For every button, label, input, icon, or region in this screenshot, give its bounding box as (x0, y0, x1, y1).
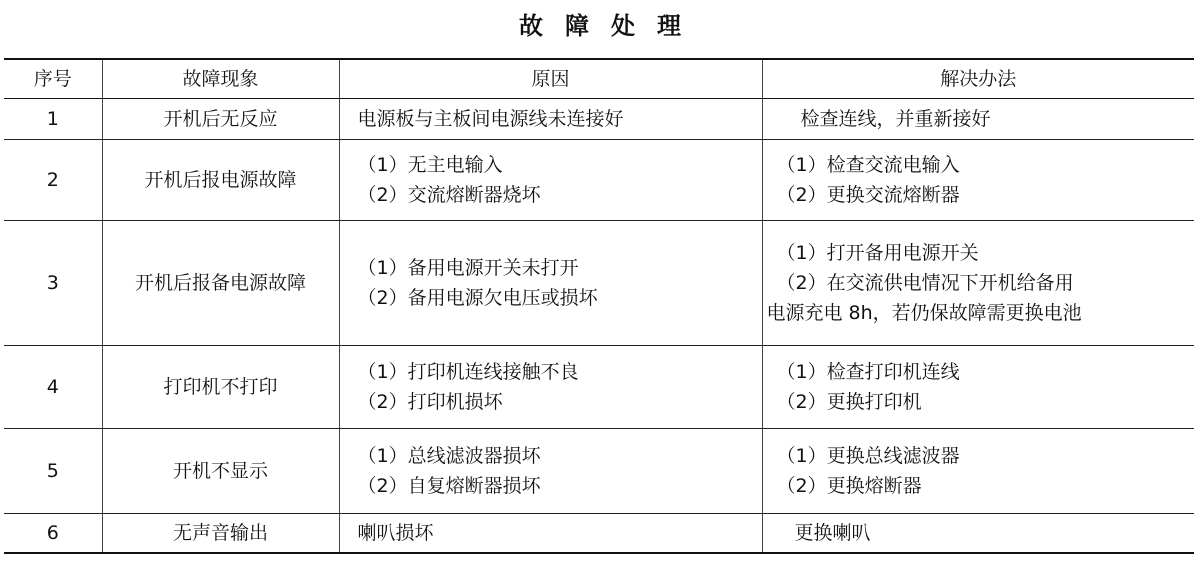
cause-line: （2）自复熔断器损坏 (357, 475, 541, 497)
cause-cell (339, 346, 762, 429)
header-no: 序号 (4, 59, 102, 99)
cause-line: 电源板与主板间电源线未连接好 (357, 108, 624, 130)
table-row (4, 99, 1194, 140)
solution-line: 检查连线，并重新接好 (800, 108, 991, 130)
header-solution: 解决办法 (762, 59, 1194, 99)
solution-line: （1）检查交流电输入 (776, 154, 960, 176)
row-number: 5 (4, 429, 102, 514)
row-number: 3 (4, 221, 102, 346)
solution-line: 更换喇叭 (794, 522, 871, 544)
table-row (4, 221, 1194, 346)
cause-line: （2）交流熔断器烧坏 (357, 184, 541, 206)
cause-cell (339, 99, 762, 140)
solution-cell (762, 221, 1194, 346)
solution-cell (762, 99, 1194, 140)
solution-cell (762, 140, 1194, 221)
solution-line: 电源充电 8h，若仍保故障需更换电池 (766, 302, 1082, 324)
solution-line: （1）打开备用电源开关 (776, 242, 979, 264)
solution-cell (762, 346, 1194, 429)
solution-cell (762, 429, 1194, 514)
table-header-row (4, 59, 1194, 99)
solution-line: （2）更换交流熔断器 (776, 184, 960, 206)
cause-line: （1）无主电输入 (357, 154, 503, 176)
table-row (4, 140, 1194, 221)
solution-line: （2）更换熔断器 (776, 475, 922, 497)
cause-line: （2）备用电源欠电压或损坏 (357, 287, 598, 309)
table-row (4, 346, 1194, 429)
page-title: 故障处理 (519, 12, 703, 40)
symptom-cell: 开机后报备电源故障 (102, 221, 339, 346)
header-symptom: 故障现象 (102, 59, 339, 99)
solution-line: （1）更换总线滤波器 (776, 445, 960, 467)
symptom-cell: 无声音输出 (102, 514, 339, 554)
row-number: 2 (4, 140, 102, 221)
cause-line: （1）打印机连线接触不良 (357, 361, 579, 383)
cause-cell (339, 514, 762, 554)
cause-line: （1）总线滤波器损坏 (357, 445, 541, 467)
cause-line: （2）打印机损坏 (357, 391, 503, 413)
solution-cell (762, 514, 1194, 554)
cause-cell (339, 221, 762, 346)
row-number: 1 (4, 99, 102, 140)
solution-line: （1）检查打印机连线 (776, 361, 960, 383)
cause-cell (339, 429, 762, 514)
row-number: 4 (4, 346, 102, 429)
symptom-cell: 开机不显示 (102, 429, 339, 514)
cause-cell (339, 140, 762, 221)
symptom-cell: 开机后报电源故障 (102, 140, 339, 221)
table-row (4, 429, 1194, 514)
symptom-cell: 开机后无反应 (102, 99, 339, 140)
solution-line: （2）更换打印机 (776, 391, 922, 413)
solution-line: （2）在交流供电情况下开机给备用 (776, 272, 1074, 294)
row-number: 6 (4, 514, 102, 554)
symptom-cell: 打印机不打印 (102, 346, 339, 429)
header-cause: 原因 (339, 59, 762, 99)
cause-line: 喇叭损坏 (357, 522, 434, 544)
cause-line: （1）备用电源开关未打开 (357, 257, 579, 279)
table-row (4, 514, 1194, 554)
fault-table (4, 58, 1194, 554)
